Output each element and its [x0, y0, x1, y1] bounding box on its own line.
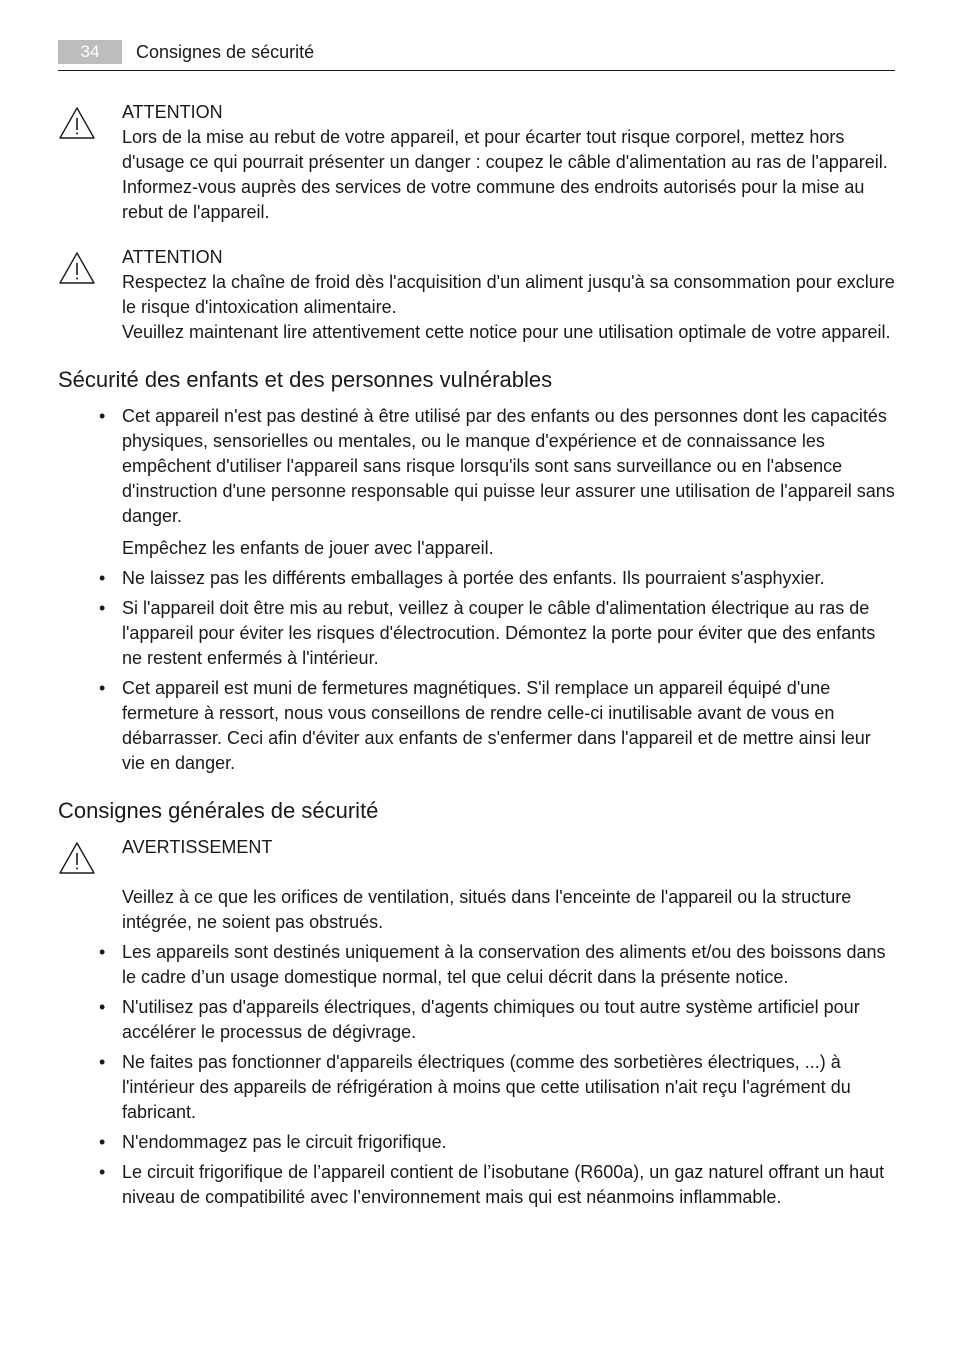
warning-triangle-icon	[58, 106, 96, 140]
warning-title: AVERTISSEMENT	[122, 837, 273, 857]
list-item-followup: Empêchez les enfants de jouer avec l'appareil.	[122, 538, 494, 558]
warning-text: Lors de la mise au rebut de votre appareil, et pour écarter tout risque corporel, mettez hors d'usage ce qui pourrait présenter un danger : coupez le câble d'alimentation au ras de l'appareil. Informez-vous auprès des services de votre commune des endroits autorisés pour la mise au rebut de l'appareil.	[122, 127, 888, 222]
section-heading-general-safety: Consignes générales de sécurité	[58, 798, 379, 823]
warning-block-2	[58, 245, 895, 345]
list-item	[122, 596, 895, 671]
list-item	[122, 404, 895, 561]
section-heading-children-safety: Sécurité des enfants et des personnes vulnérables	[58, 367, 553, 392]
page-content	[58, 100, 895, 1230]
header-title: Consignes de sécurité	[136, 42, 315, 62]
list-item	[122, 676, 895, 776]
page-header	[58, 40, 895, 71]
list-item-text: Ne laissez pas les différents emballages à portée des enfants. Ils pourraient s'asphyxier.	[122, 568, 825, 588]
warning-block-3	[58, 835, 895, 860]
warning-note: Veuillez maintenant lire attentivement cette notice pour une utilisation optimale de votre appareil.	[122, 322, 891, 342]
warning-block-1	[58, 100, 895, 225]
list-item	[122, 566, 895, 591]
list-item-text: Si l'appareil doit être mis au rebut, veillez à couper le câble d'alimentation électrique au ras de l'appareil pour éviter les risques d'électrocution. Démontez la porte pour éviter que des enfants ne restent enfermés à l'intérieur.	[122, 598, 876, 668]
warning-title: ATTENTION	[122, 247, 223, 267]
general-safety-list	[58, 940, 895, 1210]
list-item-text: Cet appareil est muni de fermetures magnétiques. S'il remplace un appareil équipé d'une fermeture à ressort, nous vous conseillons de rendre celle-ci inutilisable avant de vous en débarrasser. Ceci afin d'éviter aux enfants de s'enfermer dans l'appareil et de mettre ainsi leur vie en danger.	[122, 678, 871, 773]
children-safety-list	[58, 404, 895, 776]
page-number: 34	[58, 40, 122, 64]
list-item: • Le circuit frigorifique de l’appareil contient de l’isobutane (R600a), un gaz naturel offrant un haut niveau de compatibilité avec l’environnement mais qui est néanmoins inflammable.	[122, 1160, 895, 1210]
warning-text: Respectez la chaîne de froid dès l'acquisition d'un aliment jusqu'à sa consommation pour exclure le risque d'intoxication alimentaire.	[122, 272, 895, 317]
ventilation-paragraph: Veillez à ce que les orifices de ventilation, situés dans l'enceinte de l'appareil ou la structure intégrée, ne soient pas obstrués.	[122, 887, 852, 932]
list-item: • Ne faites pas fonctionner d'appareils électriques (comme des sorbetières électriques, ...) à l'intérieur des appareils de réfrigération à moins que cette utilisation n'ait reçu l'agrément du fabricant.	[122, 1050, 895, 1125]
list-item: • N'endommagez pas le circuit frigorifique.	[122, 1130, 895, 1155]
warning-triangle-icon	[58, 251, 96, 285]
warning-title: ATTENTION	[122, 102, 223, 122]
warning-triangle-icon	[58, 841, 96, 875]
list-item: • N'utilisez pas d'appareils électriques, d'agents chimiques ou tout autre système artificiel pour accélérer le processus de dégivrage.	[122, 995, 895, 1045]
list-item-text: Cet appareil n'est pas destiné à être utilisé par des enfants ou des personnes dont les capacités physiques, sensorielles ou mentales, ou le manque d'expérience et de connaissance les empêchent d'utiliser l'appareil sans risque lorsqu'ils sont sans surveillance ou en l'absence d'instruction d'une personne responsable qui puisse leur assurer une utilisation de l'appareil sans danger.	[122, 406, 895, 526]
list-item: • Les appareils sont destinés uniquement à la conservation des aliments et/ou des boissons dans le cadre d’un usage domestique normal, tel que celui décrit dans la présente notice.	[122, 940, 895, 990]
